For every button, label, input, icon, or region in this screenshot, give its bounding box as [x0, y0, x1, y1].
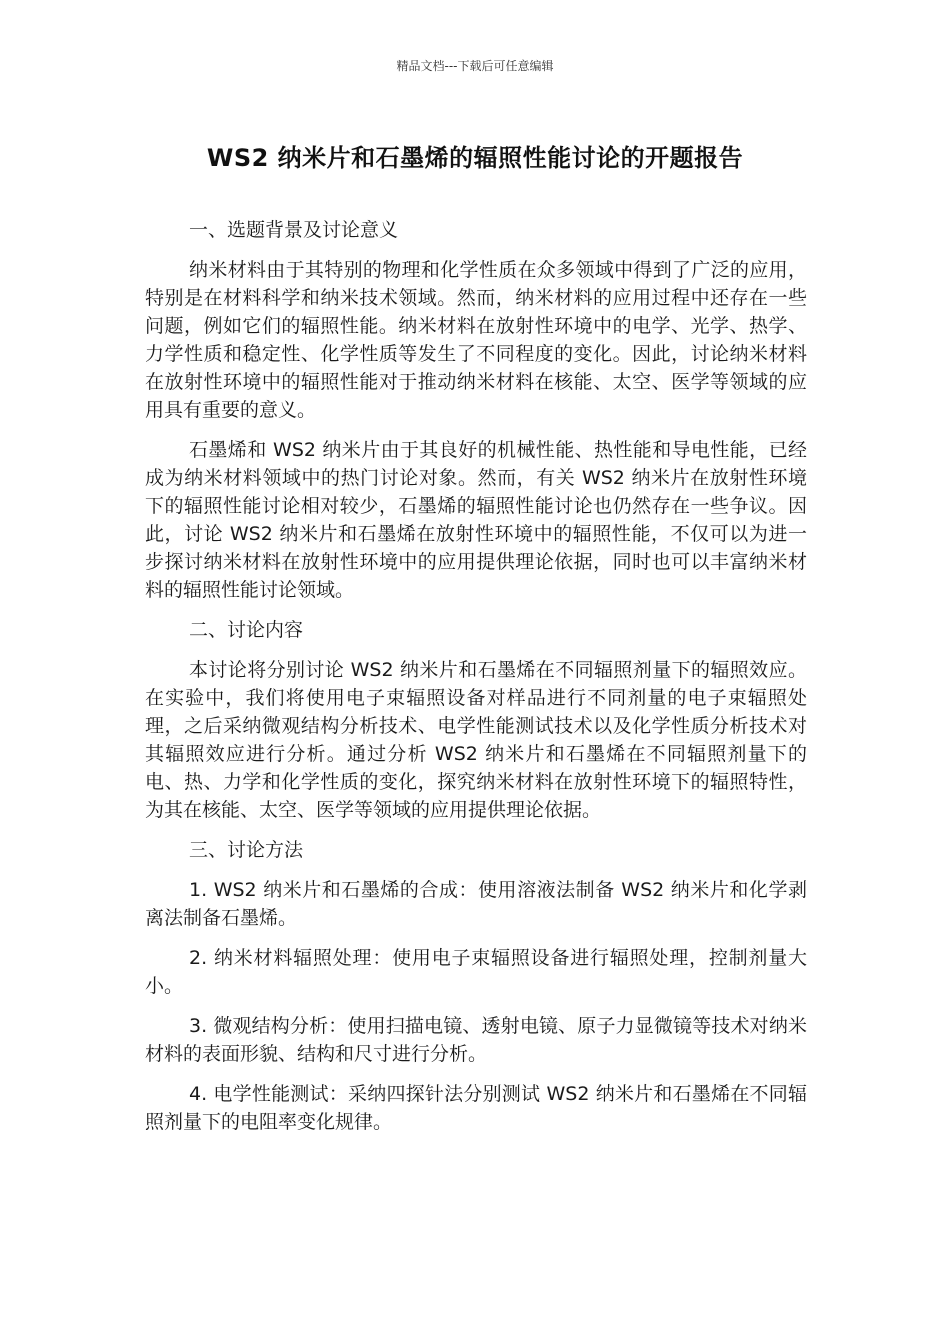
paragraph-content-1: 本讨论将分别讨论 WS2 纳米片和石墨烯在不同辐照剂量下的辐照效应。在实验中，我们将使用电子束辐照设备对样品进行不同剂量的电子束辐照处理，之后采纳微观结构分析技术、电学性能测试技术以及化学性质分析技术对其辐照效应进行分析。通过分析 WS2 纳米片和石墨烯在不同辐照剂量下的电、热、力学和化学性质的变化，探究纳米材料在放射性环境下的辐照特性，为其在核能、太空、医学等领域的应用提供理论依据。	[145, 659, 807, 821]
paragraph-background-1: 纳米材料由于其特别的物理和化学性质在众多领域中得到了广泛的应用，特别是在材料科学和纳米技术领域。然而，纳米材料的应用过程中还存在一些问题，例如它们的辐照性能。纳米材料在放射性环境中的电学、光学、热学、力学性质和稳定性、化学性质等发生了不同程度的变化。因此，讨论纳米材料在放射性环境中的辐照性能对于推动纳米材料在核能、太空、医学等领域的应用具有重要的意义。	[145, 259, 807, 421]
method-item-2: 2. 纳米材料辐照处理：使用电子束辐照设备进行辐照处理，控制剂量大小。	[145, 947, 807, 997]
section-heading-background: 一、选题背景及讨论意义	[189, 219, 399, 241]
method-item-4: 4. 电学性能测试：采纳四探针法分别测试 WS2 纳米片和石墨烯在不同辐照剂量下的电阻率变化规律。	[145, 1083, 807, 1133]
document-body	[145, 216, 807, 1148]
method-item-3: 3. 微观结构分析：使用扫描电镜、透射电镜、原子力显微镜等技术对纳米材料的表面形貌、结构和尺寸进行分析。	[145, 1015, 807, 1065]
section-heading-content: 二、讨论内容	[189, 619, 304, 641]
document-title: WS2 纳米片和石墨烯的辐照性能讨论的开题报告	[206, 144, 744, 172]
section-heading-methods: 三、讨论方法	[189, 839, 304, 861]
header-note: 精品文档---下载后可任意编辑	[396, 59, 554, 73]
paragraph-background-2: 石墨烯和 WS2 纳米片由于其良好的机械性能、热性能和导电性能，已经成为纳米材料领域中的热门讨论对象。然而，有关 WS2 纳米片在放射性环境下的辐照性能讨论相对较少，石墨烯的辐照性能讨论也仍然存在一些争议。因此，讨论 WS2 纳米片和石墨烯在放射性环境中的辐照性能，不仅可以为进一步探讨纳米材料在放射性环境中的应用提供理论依据，同时也可以丰富纳米材料的辐照性能讨论领域。	[145, 439, 807, 601]
method-item-1: 1. WS2 纳米片和石墨烯的合成：使用溶液法制备 WS2 纳米片和化学剥离法制备石墨烯。	[145, 879, 807, 929]
